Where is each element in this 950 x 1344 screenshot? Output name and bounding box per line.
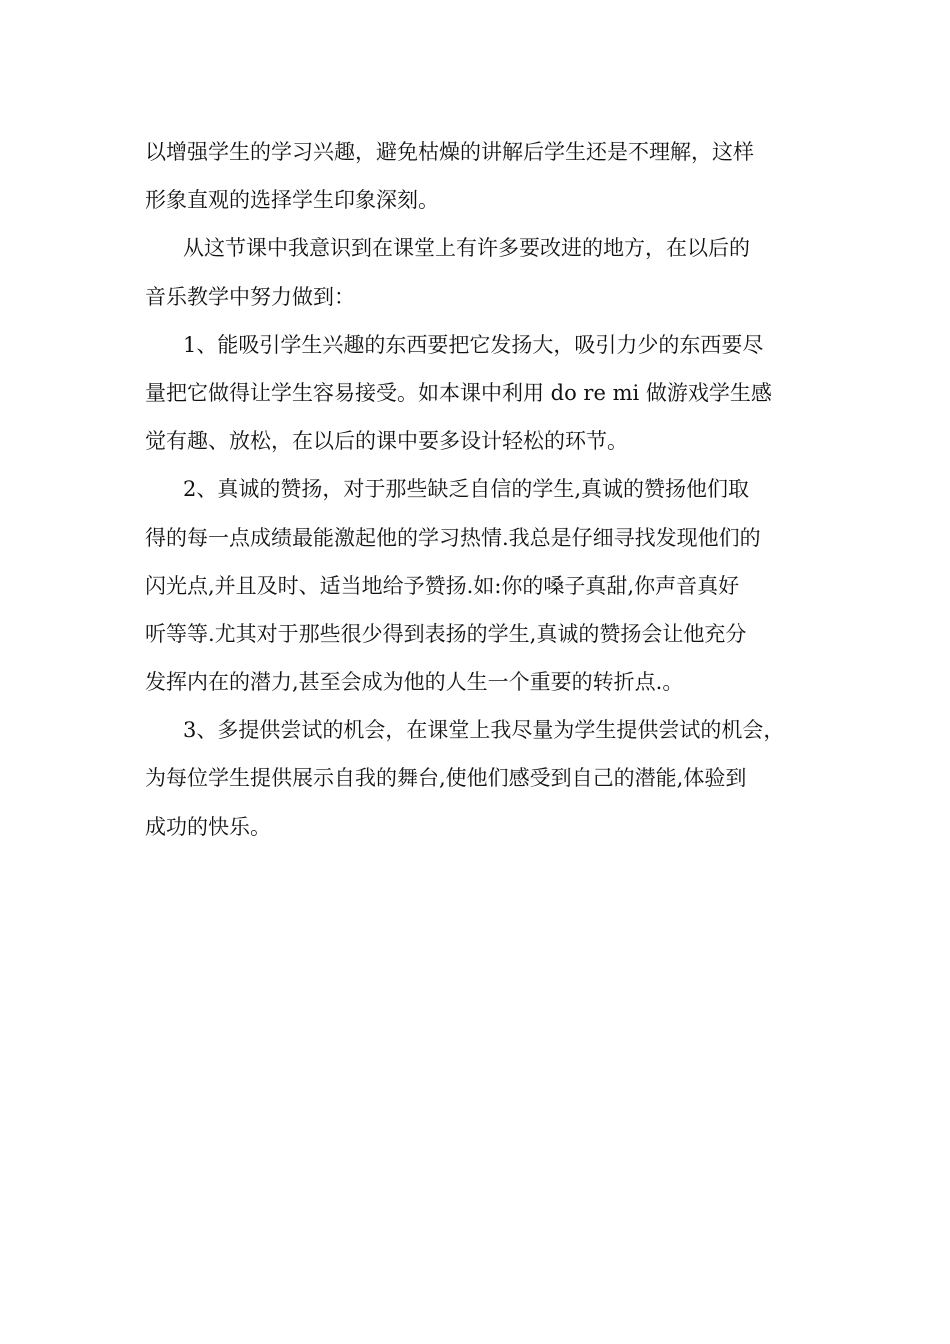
text-line: 音乐教学中努力做到： [145, 284, 355, 309]
text-line: 形象直观的选择学生印象深刻。 [145, 188, 439, 213]
text-line: 成功的快乐。 [145, 814, 271, 839]
list-item-3-line: 3、多提供尝试的机会，在课堂上我尽量为学生提供尝试的机会， [183, 718, 785, 743]
list-item-2-line: 2、真诚的赞扬，对于那些缺乏自信的学生,真诚的赞扬他们取 [183, 477, 750, 502]
text-line: 得的每一点成绩最能激起他的学习热情.我总是仔细寻找发现他们的 [145, 525, 761, 550]
text-line: 为每位学生提供展示自我的舞台,使他们感受到自己的潜能,体验到 [145, 766, 747, 791]
text-line: 发挥内在的潜力,甚至会成为他的人生一个重要的转折点.。 [145, 670, 684, 695]
text-line: 听等等.尤其对于那些很少得到表扬的学生,真诚的赞扬会让他充分 [145, 621, 747, 646]
text-line: 以增强学生的学习兴趣，避免枯燥的讲解后学生还是不理解，这样 [145, 140, 754, 164]
text-line: 量把它做得让学生容易接受。如本课中利用 do re mi 做游戏学生感 [145, 380, 772, 405]
list-item-1-line: 1、能吸引学生兴趣的东西要把它发扬大，吸引力少的东西要尽 [183, 332, 764, 357]
paragraph-start-line: 从这节课中我意识到在课堂上有许多要改进的地方，在以后的 [183, 236, 750, 261]
body-text [145, 128, 810, 851]
text-line: 觉有趣、放松，在以后的课中要多设计轻松的环节。 [145, 429, 628, 454]
text-line: 闪光点,并且及时、适当地给予赞扬.如:你的嗓子真甜,你声音真好 [145, 573, 740, 598]
